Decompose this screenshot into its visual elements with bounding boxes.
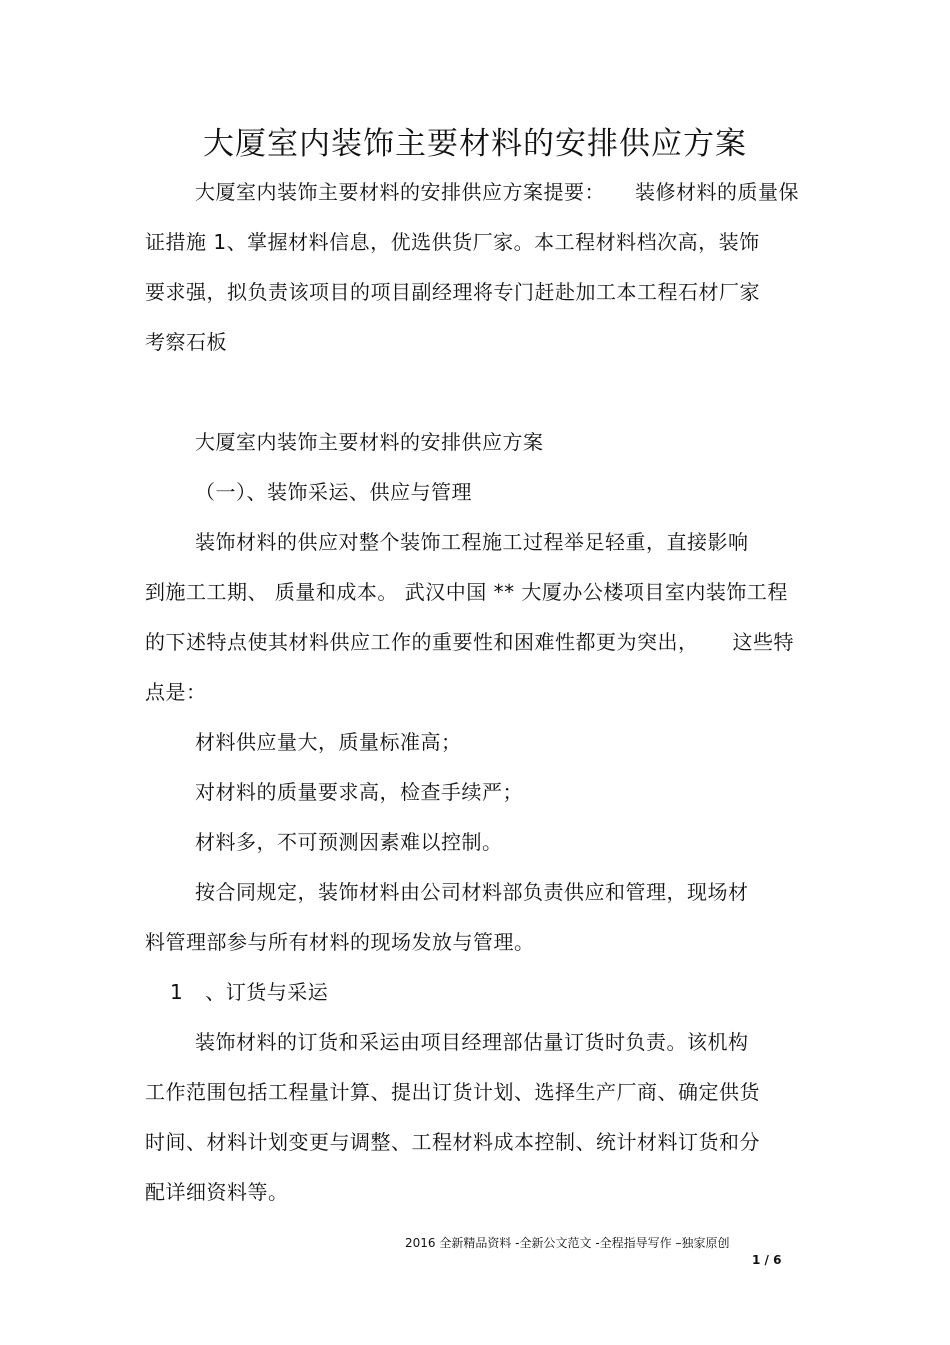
paragraph-3-line-1: 装饰材料的订货和采运由项目经理部估量订货时负责。该机构 bbox=[195, 1030, 749, 1054]
summary-line-2: 证措施 1、掌握材料信息，优选供货厂家。本工程材料档次高，装饰 bbox=[145, 230, 760, 254]
paragraph-1-line-2: 到施工工期、 质量和成本。 武汉中国 ** 大厦办公楼项目室内装饰工程 bbox=[145, 580, 788, 604]
subsection-number: 1 bbox=[170, 980, 184, 1004]
paragraph-1-line-3 bbox=[145, 627, 794, 657]
section-heading-1: （一）、装饰采运、供应与管理 bbox=[195, 480, 472, 504]
summary-line-1a: 大厦室内装饰主要材料的安排供应方案提要： bbox=[195, 180, 605, 204]
footer-text: 2016 全新精品资料 -全新公文范文 -全程指导写作 –独家原创 bbox=[405, 1236, 730, 1250]
summary-line-3: 要求强，拟负责该项目的项目副经理将专门赶赴加工本工程石材厂家 bbox=[145, 280, 760, 304]
paragraph-3-line-3: 时间、材料计划变更与调整、工程材料成本控制、统计材料订货和分 bbox=[145, 1130, 760, 1154]
page-number: 1 / 6 bbox=[752, 1253, 782, 1267]
body-heading: 大厦室内装饰主要材料的安排供应方案 bbox=[195, 430, 544, 454]
paragraph-3-line-4: 配详细资料等。 bbox=[145, 1180, 289, 1204]
subsection-heading-1 bbox=[170, 977, 328, 1007]
list-item-1: 材料供应量大，质量标准高； bbox=[195, 730, 462, 754]
paragraph-1-line-1: 装饰材料的供应对整个装饰工程施工过程举足轻重，直接影响 bbox=[195, 530, 749, 554]
list-item-2: 对材料的质量要求高，检查手续严； bbox=[195, 780, 523, 804]
subsection-title: 、订货与采运 bbox=[205, 980, 329, 1004]
summary-line-1b: 装修材料的质量保 bbox=[635, 180, 799, 204]
summary-line-1 bbox=[195, 177, 799, 207]
paragraph-1-line-3b: 这些特 bbox=[732, 630, 794, 654]
paragraph-1-line-3a: 的下述特点使其材料供应工作的重要性和困难性都更为突出， bbox=[145, 630, 699, 654]
summary-line-4: 考察石板 bbox=[145, 330, 227, 354]
document-title: 大厦室内装饰主要材料的安排供应方案 bbox=[203, 126, 747, 162]
list-item-3: 材料多，不可预测因素难以控制。 bbox=[195, 830, 503, 854]
paragraph-2-line-2: 料管理部参与所有材料的现场发放与管理。 bbox=[145, 930, 535, 954]
paragraph-3-line-2: 工作范围包括工程量计算、提出订货计划、选择生产厂商、确定供货 bbox=[145, 1080, 760, 1104]
paragraph-2-line-1: 按合同规定，装饰材料由公司材料部负责供应和管理，现场材 bbox=[195, 880, 749, 904]
paragraph-1-line-4: 点是： bbox=[145, 680, 207, 704]
